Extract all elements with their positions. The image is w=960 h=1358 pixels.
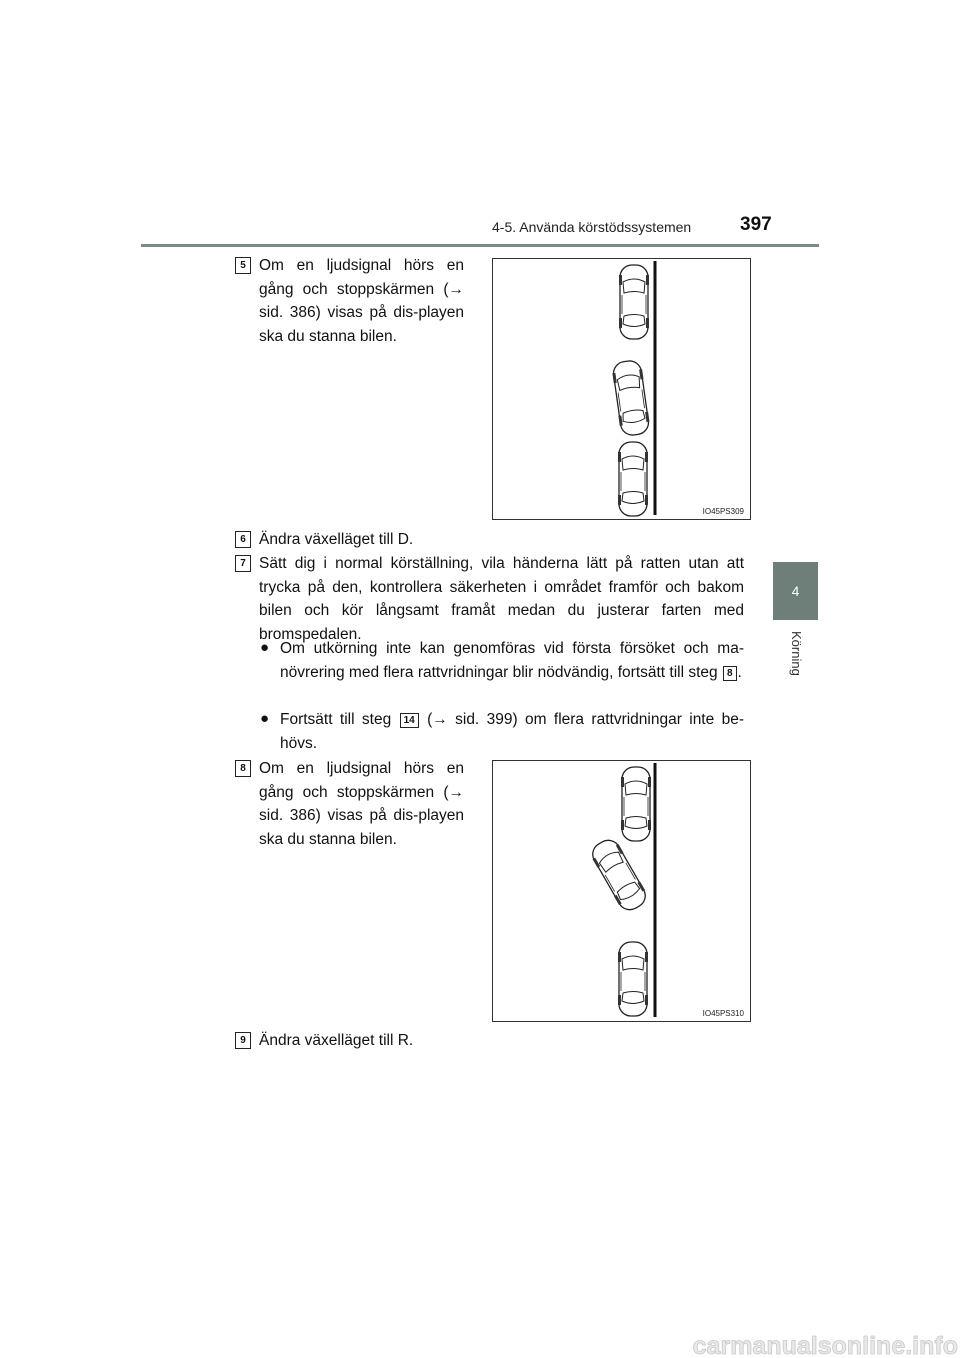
figure-code: IO45PS310 [702, 1009, 744, 1018]
bullet-1-pre: Om utkörning inte kan genomföras vid första försöket och ma-növrering med flera rattvridningar blir nödvändig, fortsätt till steg [280, 640, 744, 681]
chapter-tab: 4 [773, 562, 818, 620]
bullet-icon: ● [260, 639, 270, 656]
step-5-text: Om en ljudsignal hörs en gång och stoppskärmen (→ sid. 386) visas på dis-playen ska du stanna bilen. [259, 257, 464, 345]
chapter-label: Körning [789, 631, 804, 676]
step-9-text: Ändra växelläget till R. [259, 1032, 414, 1049]
step-badge-6: 6 [235, 531, 251, 548]
step-badge-9: 9 [235, 1032, 251, 1049]
bullet-icon: ● [260, 710, 270, 727]
bullet-2-post: (→ sid. 399) om flera rattvridningar inte be-hövs. [280, 711, 745, 752]
step-badge-5: 5 [235, 257, 251, 274]
page-number: 397 [740, 214, 772, 235]
step-badge-8: 8 [235, 760, 251, 777]
step-6-text: Ändra växelläget till D. [259, 531, 414, 548]
step-badge-7: 7 [235, 555, 251, 572]
step-ref-8[interactable]: 8 [723, 666, 737, 681]
section-title: 4-5. Använda körstödssystemen [492, 219, 692, 235]
bullet-2-pre: Fortsätt till steg [280, 711, 392, 728]
bullet-1-post: . [737, 663, 742, 681]
step-7-text: Sätt dig i normal körställning, vila händerna lätt på ratten utan att trycka på den, kontrollera säkerheten i området framför och bakom bilen och kör långsamt framåt medan du justerar farten med bromspedalen. [259, 555, 744, 643]
figure-code: IO45PS309 [702, 507, 744, 516]
step-ref-14[interactable]: 14 [400, 713, 419, 728]
svg-text:carmanualsonline.info: carmanualsonline.info [692, 1332, 958, 1358]
step-8-text: Om en ljudsignal hörs en gång och stoppskärmen (→ sid. 386) visas på dis-playen ska du stanna bilen. [259, 760, 464, 848]
